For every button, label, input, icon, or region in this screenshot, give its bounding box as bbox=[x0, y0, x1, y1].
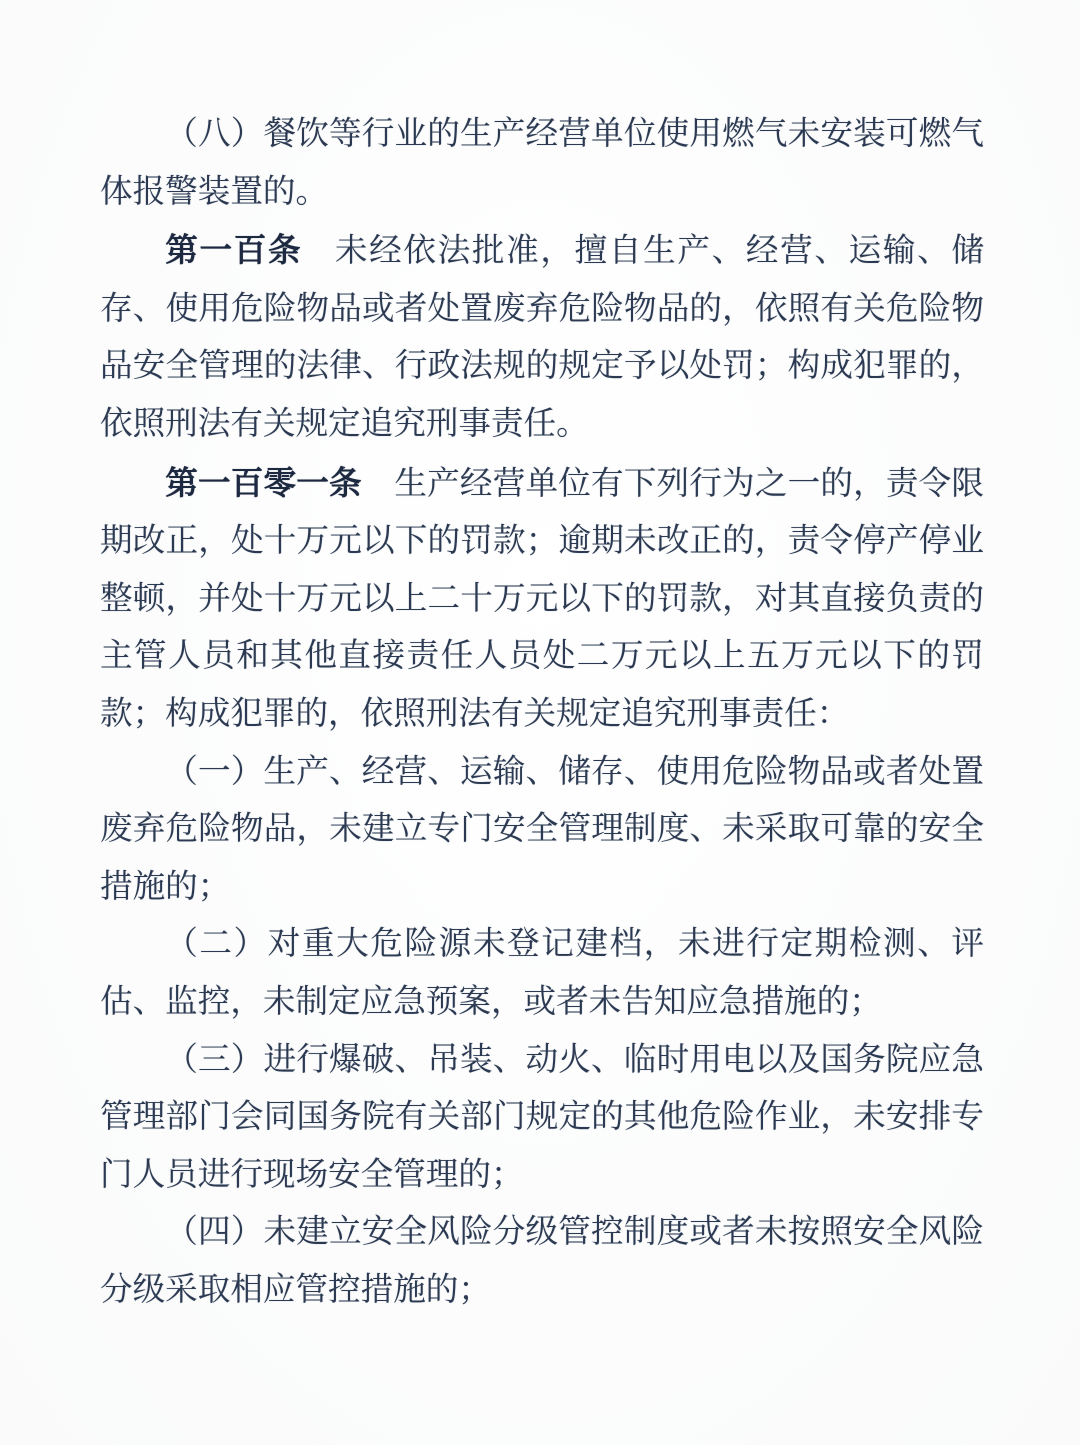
paragraph-text: （四）未建立安全风险分级管控制度或者未按照安全风险分级采取相应管控措施的； bbox=[100, 1214, 984, 1308]
paragraph-text: （一）生产、经营、运输、储存、使用危险物品或者处置废弃危险物品，未建立专门安全管理制度、未采取可靠的安全措施的； bbox=[100, 753, 984, 905]
paragraph bbox=[100, 1032, 984, 1205]
paragraph bbox=[100, 744, 984, 917]
article-number: 第一百条 bbox=[165, 231, 303, 269]
paragraph-text: 生产经营单位有下列行为之一的，责令限期改正，处十万元以下的罚款；逾期未改正的，责令停产停业整顿，并处十万元以上二十万元以下的罚款，对其直接负责的主管人员和其他直接责任人员处二万元以上五万元以下的罚款；构成犯罪的，依照刑法有关规定追究刑事责任： bbox=[100, 465, 984, 732]
paragraph bbox=[100, 221, 984, 453]
paragraph bbox=[100, 916, 984, 1031]
paragraph bbox=[100, 1204, 984, 1319]
paragraph-text: （八）餐饮等行业的生产经营单位使用燃气未安装可燃气体报警装置的。 bbox=[100, 116, 984, 210]
paragraph-text: （三）进行爆破、吊装、动火、临时用电以及国务院应急管理部门会同国务院有关部门规定的其他危险作业，未安排专门人员进行现场安全管理的； bbox=[100, 1041, 984, 1193]
paragraph-text: （二）对重大危险源未登记建档，未进行定期检测、评估、监控，未制定应急预案，或者未告知应急措施的； bbox=[100, 926, 984, 1020]
paragraph-text: 未经依法批准，擅自生产、经营、运输、储存、使用危险物品或者处置废弃危险物品的，依照有关危险物品安全管理的法律、行政法规的规定予以处罚；构成犯罪的，依照刑法有关规定追究刑事责任。 bbox=[100, 233, 984, 442]
paragraph bbox=[100, 454, 984, 744]
paragraph bbox=[100, 106, 984, 221]
article-number: 第一百零一条 bbox=[165, 463, 362, 501]
document-text-block bbox=[100, 106, 984, 1319]
